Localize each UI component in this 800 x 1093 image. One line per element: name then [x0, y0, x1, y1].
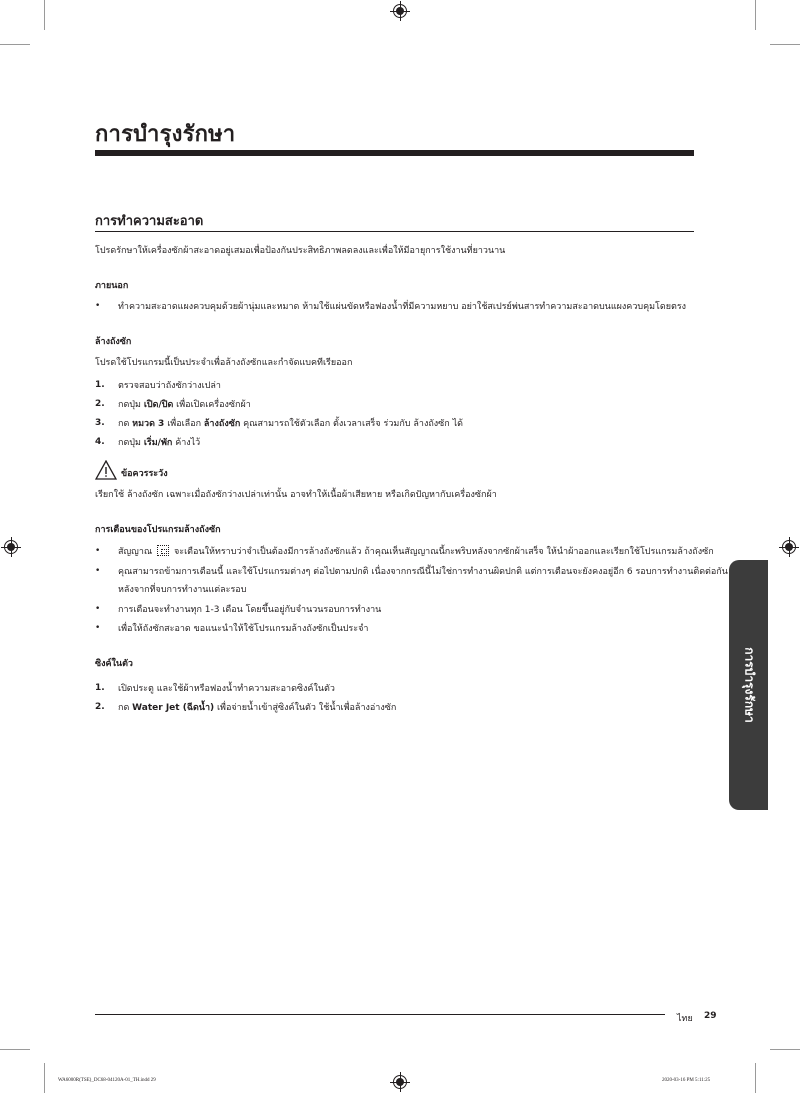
- crop-mark: [755, 1063, 756, 1093]
- step-number: 2.: [95, 399, 105, 409]
- section-title: การทำความสะอาด: [95, 214, 204, 229]
- crop-mark: [770, 1049, 800, 1050]
- bullet-icon: •: [95, 604, 101, 614]
- reminder-heading: การเตือนของโปรแกรมล้างถังซัก: [95, 525, 221, 535]
- reminder-bullet-4: เพื่อให้ถังซักสะอาด ขอแนะนำให้ใช้โปรแกรมล้างถังซักเป็นประจำ: [118, 624, 369, 634]
- reminder-bullet-2-cont: หลังจากที่จบการทำงานแต่ละรอบ: [118, 585, 247, 595]
- water-jet-label: Water Jet (ฉีดน้ำ): [132, 703, 215, 713]
- print-slug-date: 2020-03-16 PM 5:11:25: [662, 1078, 711, 1083]
- registration-mark-icon: [782, 540, 796, 554]
- step-number: 2.: [95, 702, 105, 712]
- reminder-bullet-3: การเตือนจะทำงานทุก 1-3 เดือน โดยขึ้นอยู่กับจำนวนรอบการทำงาน: [118, 605, 382, 615]
- exterior-heading: ภายนอก: [95, 281, 129, 291]
- step-text: กดปุ่ม เริ่ม/พัก ค้างไว้: [118, 438, 201, 448]
- reminder-bullet-1: สัญญาณ จะเตือนให้ทราบว่าจำเป็นต้องมีการล้างถังซักแล้ว ถ้าคุณเห็นสัญญาณนี้กะพริบหลังจากซักผ้าเสร็จ ให้นำผ้าออกและเรียกใช้โปรแกรมล้างถังซัก: [118, 547, 714, 557]
- registration-mark-icon: [393, 4, 407, 18]
- drum-clean-heading: ล้างถังซัก: [95, 337, 132, 347]
- print-slug-file: WA6000R(TSE)_DC68-04120A-01_TH.indd 29: [58, 1078, 156, 1083]
- step-number: 3.: [95, 418, 105, 428]
- drum-clean-indicator-icon: [157, 545, 169, 556]
- registration-mark-icon: [393, 1075, 407, 1089]
- title-rule: [95, 150, 694, 156]
- drum-clean-intro: โปรดใช้โปรแกรมนี้เป็นประจำเพื่อล้างถังซักและกำจัดแบคทีเรียออก: [95, 358, 353, 368]
- step-number: 1.: [95, 683, 105, 693]
- caution-text: เรียกใช้ ล้างถังซัก เฉพาะเมื่อถังซักว่างเปล่าเท่านั้น อาจทำให้เนื้อผ้าเสียหาย หรือเกิดปัญหากับเครื่องซักผ้า: [95, 490, 497, 500]
- page-number: 29: [704, 1011, 717, 1021]
- step-number: 4.: [95, 437, 105, 447]
- reminder-bullet-2: คุณสามารถข้ามการเตือนนี้ และใช้โปรแกรมต่างๆ ต่อไปตามปกติ เนื่องจากกรณีนี้ไม่ใช่การทำงานผิดปกติ แต่การเตือนจะยังคงอยู่อีก 6 รอบการทำงานติดต่อกัน: [118, 567, 728, 577]
- side-tab-label: การบำรุงรักษา: [742, 647, 756, 723]
- page-title: การบำรุงรักษา: [95, 122, 236, 147]
- exterior-bullet-text: ทำความสะอาดแผงควบคุมด้วยผ้านุ่มและหมาด ห้ามใช้แผ่นขัดหรือฟองน้ำที่มีความหยาบ อย่าใช้สเปรย์พ่นสารทำความสะอาดบนแผงควบคุมโดยตรง: [118, 302, 687, 312]
- step-text: เปิดประตู และใช้ผ้าหรือฟองน้ำทำความสะอาดซิงค์ในตัว: [118, 684, 335, 694]
- power-button-label: เปิด/ปิด: [143, 400, 174, 410]
- bullet-icon: •: [95, 301, 101, 311]
- section-rule: [95, 231, 694, 232]
- sink-heading: ซิงค์ในตัว: [95, 659, 133, 669]
- category-label: หมวด 3: [132, 419, 165, 429]
- crop-mark: [755, 0, 756, 30]
- caution-label: ข้อควรระวัง: [121, 469, 168, 479]
- step-text: ตรวจสอบว่าถังซักว่างเปล่า: [118, 381, 221, 391]
- footer-rule: [95, 1014, 665, 1015]
- step-text: กด หมวด 3 เพื่อเลือก ล้างถังซัก คุณสามารถใช้ตัวเลือก ตั้งเวลาเสร็จ ร่วมกับ ล้างถังซัก ได้: [118, 419, 463, 429]
- registration-mark-icon: [4, 540, 18, 554]
- bullet-icon: •: [95, 546, 101, 556]
- footer-language: ไทย: [677, 1014, 693, 1024]
- intro-text: โปรดรักษาให้เครื่องซักผ้าสะอาดอยู่เสมอเพื่อป้องกันประสิทธิภาพลดลงและเพื่อให้มีอายุการใช้งานที่ยาวนาน: [95, 246, 506, 256]
- warning-triangle-icon: [95, 460, 117, 480]
- step-text: กด Water Jet (ฉีดน้ำ) เพื่อจ่ายน้ำเข้าสู่ซิงค์ในตัว ใช้น้ำเพื่อล้างอ่างซัก: [118, 703, 397, 713]
- start-pause-label: เริ่ม/พัก: [143, 438, 173, 448]
- crop-mark: [770, 44, 800, 45]
- step-text: กดปุ่ม เปิด/ปิด เพื่อเปิดเครื่องซักผ้า: [118, 400, 251, 410]
- crop-mark: [0, 44, 30, 45]
- drum-clean-label: ล้างถังซัก: [203, 419, 241, 429]
- step-number: 1.: [95, 380, 105, 390]
- bullet-icon: •: [95, 623, 101, 633]
- chapter-side-tab: [729, 560, 768, 810]
- bullet-icon: •: [95, 566, 101, 576]
- crop-mark: [44, 1063, 45, 1093]
- crop-mark: [44, 0, 45, 30]
- crop-mark: [0, 1049, 30, 1050]
